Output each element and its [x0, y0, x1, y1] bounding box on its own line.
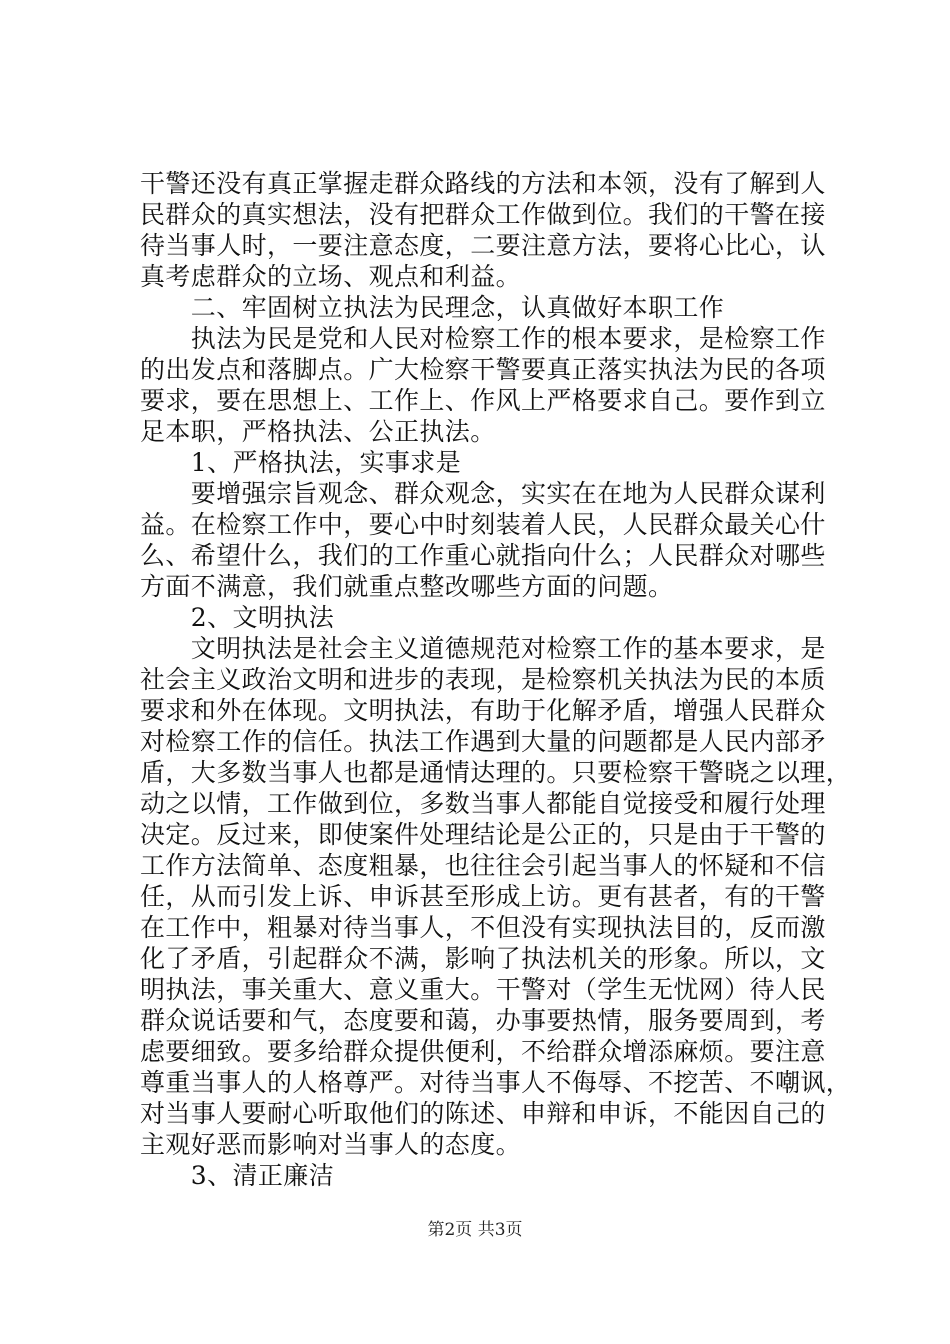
text-line: 明执法，事关重大、意义重大。干警对（学生无忧网）待人民: [140, 975, 826, 1004]
document-body: [140, 168, 852, 1191]
text-line: 动之以情，工作做到位，多数当事人都能自觉接受和履行处理: [140, 789, 826, 818]
text-line: 民群众的真实想法，没有把群众工作做到位。我们的干警在接: [140, 200, 826, 229]
subsection-heading: 1、严格执法，实事求是: [140, 448, 462, 477]
subsection-heading: 2、文明执法: [140, 603, 335, 632]
text-line: 干警还没有真正掌握走群众路线的方法和本领，没有了解到人: [140, 169, 826, 198]
text-line: 决定。反过来，即使案件处理结论是公正的，只是由于干警的: [140, 820, 826, 849]
text-line: 待当事人时，一要注意态度，二要注意方法，要将心比心，认: [140, 231, 826, 260]
text-line: 群众说话要和气，态度要和蔼，办事要热情，服务要周到，考: [140, 1006, 826, 1035]
text-line: 盾，大多数当事人也都是通情达理的。只要检察干警晓之以理，: [140, 758, 852, 787]
text-line: 执法为民是党和人民对检察工作的根本要求，是检察工作: [140, 324, 826, 353]
text-line: 足本职，严格执法、公正执法。: [140, 417, 496, 446]
text-line: 在工作中，粗暴对待当事人，不但没有实现执法目的，反而激: [140, 913, 826, 942]
text-line: 么、希望什么，我们的工作重心就指向什么；人民群众对哪些: [140, 541, 826, 570]
text-line: 方面不满意，我们就重点整改哪些方面的问题。: [140, 572, 674, 601]
text-line: 真考虑群众的立场、观点和利益。: [140, 262, 522, 291]
page-number-label: 第2页 共3页: [427, 1220, 523, 1240]
text-line: 对检察工作的信任。执法工作遇到大量的问题都是人民内部矛: [140, 727, 826, 756]
text-line: 益。在检察工作中，要心中时刻装着人民，人民群众最关心什: [140, 510, 826, 539]
text-line: 要求，要在思想上、工作上、作风上严格要求自己。要作到立: [140, 386, 826, 415]
text-line: 的出发点和落脚点。广大检察干警要真正落实执法为民的各项: [140, 355, 826, 384]
subsection-heading: 3、清正廉洁: [140, 1161, 335, 1190]
text-line: 社会主义政治文明和进步的表现，是检察机关执法为民的本质: [140, 665, 826, 694]
text-line: 对当事人要耐心听取他们的陈述、申辩和申诉，不能因自己的: [140, 1099, 826, 1128]
text-line: 化了矛盾，引起群众不满，影响了执法机关的形象。所以，文: [140, 944, 826, 973]
page-footer: [0, 1215, 950, 1240]
text-line: 虑要细致。要多给群众提供便利，不给群众增添麻烦。要注意: [140, 1037, 826, 1066]
text-line: 文明执法是社会主义道德规范对检察工作的基本要求，是: [140, 634, 826, 663]
text-line: 工作方法简单、态度粗暴，也往往会引起当事人的怀疑和不信: [140, 851, 826, 880]
text-line: 主观好恶而影响对当事人的态度。: [140, 1130, 522, 1159]
section-heading: 二、牢固树立执法为民理念，认真做好本职工作: [140, 293, 725, 322]
text-line: 要求和外在体现。文明执法，有助于化解矛盾，增强人民群众: [140, 696, 826, 725]
text-line: 要增强宗旨观念、群众观念，实实在在地为人民群众谋利: [140, 479, 826, 508]
text-line: 尊重当事人的人格尊严。对待当事人不侮辱、不挖苦、不嘲讽，: [140, 1068, 852, 1097]
text-line: 任，从而引发上诉、申诉甚至形成上访。更有甚者，有的干警: [140, 882, 826, 911]
